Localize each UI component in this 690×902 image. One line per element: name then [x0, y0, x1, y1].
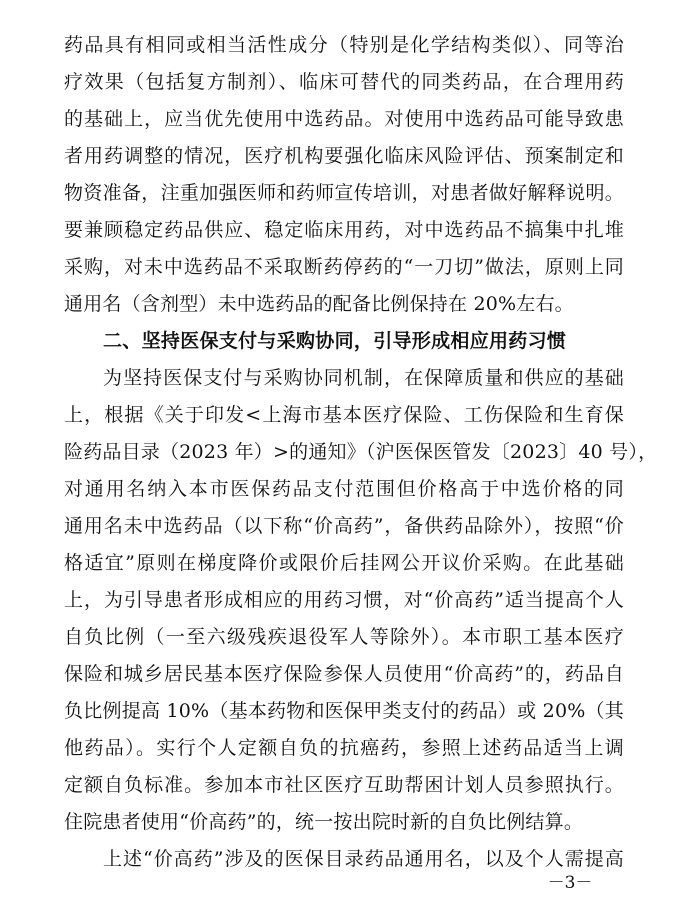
- body-text-line: 上，为引导患者形成相应的用药习惯，对“价高药”适当提高个人: [64, 589, 624, 611]
- body-text-line: 上，根据《关于印发<上海市基本医疗保险、工伤保险和生育保: [64, 404, 624, 426]
- body-text-line: 疗效果（包括复方制剂）、临床可替代的同类药品，在合理用药: [64, 71, 624, 93]
- body-text-line: 他药品）。实行个人定额自负的抗癌药，参照上述药品适当上调: [64, 737, 624, 759]
- body-text-line: 上述“价高药”涉及的医保目录药品通用名，以及个人需提高: [103, 848, 624, 870]
- body-text-line: 负比例提高 10%（基本药物和医保甲类支付的药品）或 20%（其: [64, 700, 624, 722]
- page-number: －3－: [547, 873, 593, 893]
- body-text-line: 保险和城乡居民基本医疗保险参保人员使用“价高药”的，药品自: [64, 663, 624, 685]
- body-text-line: 格适宜”原则在梯度降价或限价后挂网公开议价采购。在此基础: [64, 552, 624, 574]
- body-text-line: 的基础上，应当优先使用中选药品。对使用中选药品可能导致患: [64, 108, 624, 130]
- body-text-line: 自负比例（一至六级残疾退役军人等除外）。本市职工基本医疗: [64, 626, 624, 648]
- body-text-line: 物资准备，注重加强医师和药师宣传培训，对患者做好解释说明。: [64, 182, 624, 204]
- body-text-line: 对通用名纳入本市医保药品支付范围但价格高于中选价格的同: [64, 478, 624, 500]
- body-text-line: 险药品目录（2023 年）>的通知》（沪医保医管发〔2023〕40 号），: [64, 441, 658, 463]
- body-text-line: 通用名（含剂型）未中选药品的配备比例保持在 20%左右。: [64, 293, 574, 315]
- body-text-line: 住院患者使用“价高药”的，统一按出院时新的自负比例结算。: [64, 811, 584, 833]
- body-text-line: 者用药调整的情况，医疗机构要强化临床风险评估、预案制定和: [64, 145, 624, 167]
- body-text-line: 定额自负标准。参加本市社区医疗互助帮困计划人员参照执行。: [64, 774, 624, 796]
- body-text-line: 要兼顾稳定药品供应、稳定临床用药，对中选药品不搞集中扎堆: [64, 219, 624, 241]
- body-text-line: 采购，对未中选药品不采取断药停药的“一刀切”做法，原则上同: [64, 256, 624, 278]
- body-text-line: 药品具有相同或相当活性成分（特别是化学结构类似）、同等治: [64, 34, 624, 56]
- section-heading: 二、坚持医保支付与采购协同，引导形成相应用药习惯: [103, 330, 567, 352]
- body-text-line: 为坚持医保支付与采购协同机制，在保障质量和供应的基础: [103, 367, 624, 389]
- body-text-line: 通用名未中选药品（以下称“价高药”，备供药品除外），按照“价: [64, 515, 624, 537]
